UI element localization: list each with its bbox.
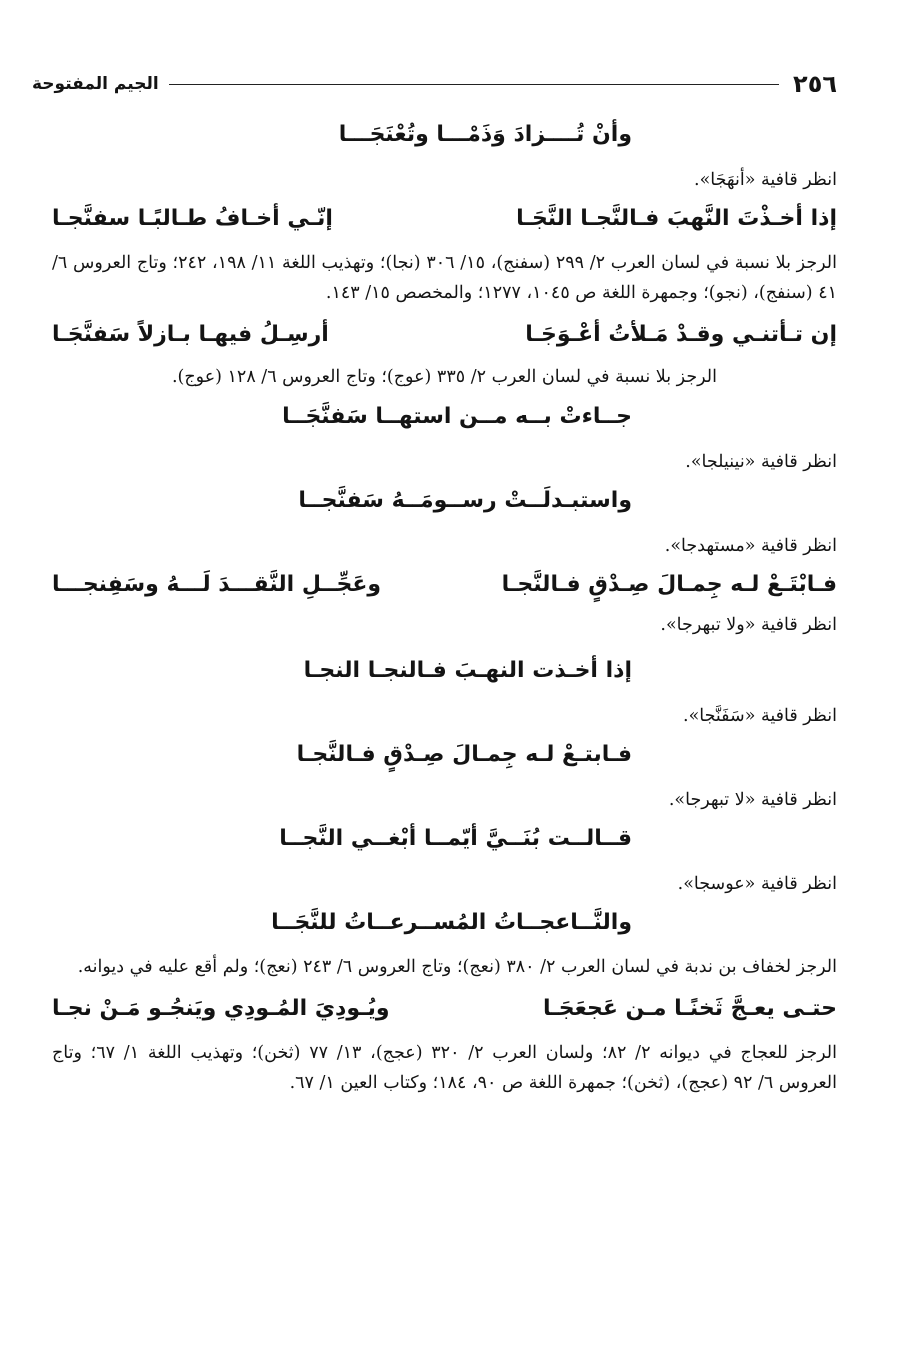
- verse-hemistich-first: إن تـأتنـي وقـدْ مَـلأتُ أعْـوَجَـا: [525, 322, 837, 347]
- page-number: ٢٥٦: [793, 70, 837, 98]
- verse-text: جــاءتْ بــه مــن استهــا سَفنَّجَــا: [282, 404, 632, 429]
- verse-line: [52, 822, 837, 864]
- verse-text: إذا أخـذت النهـبَ فـالنجـا النجـا: [303, 658, 632, 683]
- verse-text: واستبـدلَــتْ رســومَــهُ سَفنَّجــا: [298, 488, 632, 513]
- verse-line: [52, 654, 837, 696]
- cross-reference-note: انظر قافية «أنهَجَا».: [694, 170, 837, 190]
- citation-paragraph: الرجز بلا نسبة في لسان العرب ٢/ ٣٣٥ (عوج)؛ وتاج العروس ٦/ ١٢٨ (عوج).: [171, 367, 718, 387]
- verse-line: [52, 400, 837, 442]
- cross-reference-note: انظر قافية «نينيلجا».: [685, 452, 837, 472]
- verse-hemistich-second: أرسِـلُ فيهـا بـازلاً سَفنَّجَـا: [52, 322, 329, 347]
- verse-line: [52, 118, 837, 160]
- citation-paragraph: الرجز لخفاف بن ندبة في لسان العرب ٢/ ٣٨٠ (نعج)؛ وتاج العروس ٦/ ٢٤٣ (نعج)؛ ولم أقع عليه في ديوانه.: [77, 957, 837, 977]
- page-header: [32, 68, 837, 100]
- verse-line: [52, 318, 837, 360]
- verse-hemistich-first: حتـى يعـجَّ ثَخنًـا مـن عَجعَجَـا: [542, 996, 837, 1021]
- running-title: الجيم المفتوحة: [32, 74, 159, 94]
- header-rule: [169, 84, 779, 85]
- verse-line: [52, 738, 837, 780]
- cross-reference-note: انظر قافية «مستهدجا».: [664, 536, 837, 556]
- verse-hemistich-second: ويُـودِيَ المُـودِي ويَنجُـو مَـنْ نجـا: [52, 996, 390, 1021]
- verse-line: [52, 202, 837, 244]
- verse-hemistich-second: إنّـي أخـافُ طـالبًـا سفنَّجـا: [52, 206, 333, 231]
- verse-hemistich-first: إذا أخـذْتَ النَّهبَ فـالنَّجـا النَّجَـا: [516, 206, 837, 231]
- verse-text: والنَّــاعجــاتُ المُســرعــاتُ للنَّجَــا: [271, 910, 632, 935]
- cross-reference-note: انظر قافية «عوسجا».: [677, 874, 837, 894]
- verse-line: [52, 568, 837, 610]
- cross-reference-note: انظر قافية «سَفَنَّجا».: [683, 706, 837, 726]
- verse-hemistich-first: فـابْتَـعْ لـه جِمـالَ صِـدْقٍ فـالنَّجـا: [501, 572, 837, 597]
- citation-paragraph: الرجز بلا نسبة في لسان العرب ٢/ ٢٩٩ (سفنج)، ١٥/ ٣٠٦ (نجا)؛ وتهذيب اللغة ١١/ ١٩٨، ٢٤٢؛ وتاج العروس ٦/ ٤١ (سنفج)، (نجو)؛ وجمهرة اللغة ص ١٠٤٥، ١٢٧٧؛ والمخصص ١٥/ ١٤٣.: [52, 253, 837, 303]
- verse-text: وأنْ تُــــزادَ وَذَمْـــا وتُعْنَجَـــا: [338, 122, 632, 147]
- verse-text: فـابتـعْ لـه جِمـالَ صِـدْقٍ فـالنَّجـا: [296, 742, 632, 767]
- verse-hemistich-second: وعَجِّــلِ النَّقـــدَ لَـــهُ وسَفِنجـــا: [52, 572, 382, 597]
- verse-line: [52, 992, 837, 1034]
- verse-line: [52, 906, 837, 948]
- page-body: [52, 118, 837, 1108]
- citation-paragraph: الرجز للعجاج في ديوانه ٢/ ٨٢؛ ولسان العرب ٢/ ٣٢٠ (عجج)، ١٣/ ٧٧ (ثخن)؛ وتهذيب اللغة ١/ ٦٧؛ وتاج العروس ٦/ ٩٢ (عجج)، (ثخن)؛ جمهرة اللغة ص ٩٠، ١٨٤؛ وكتاب العين ١/ ٦٧.: [52, 1043, 837, 1093]
- verse-line: [52, 484, 837, 526]
- verse-text: قــالــت بُنَــيَّ أيّمــا أبْغــي النَّجــا: [279, 826, 632, 851]
- cross-reference-note: انظر قافية «لا تبهرجا».: [668, 790, 837, 810]
- cross-reference-note: انظر قافية «ولا تبهرجا».: [660, 615, 837, 635]
